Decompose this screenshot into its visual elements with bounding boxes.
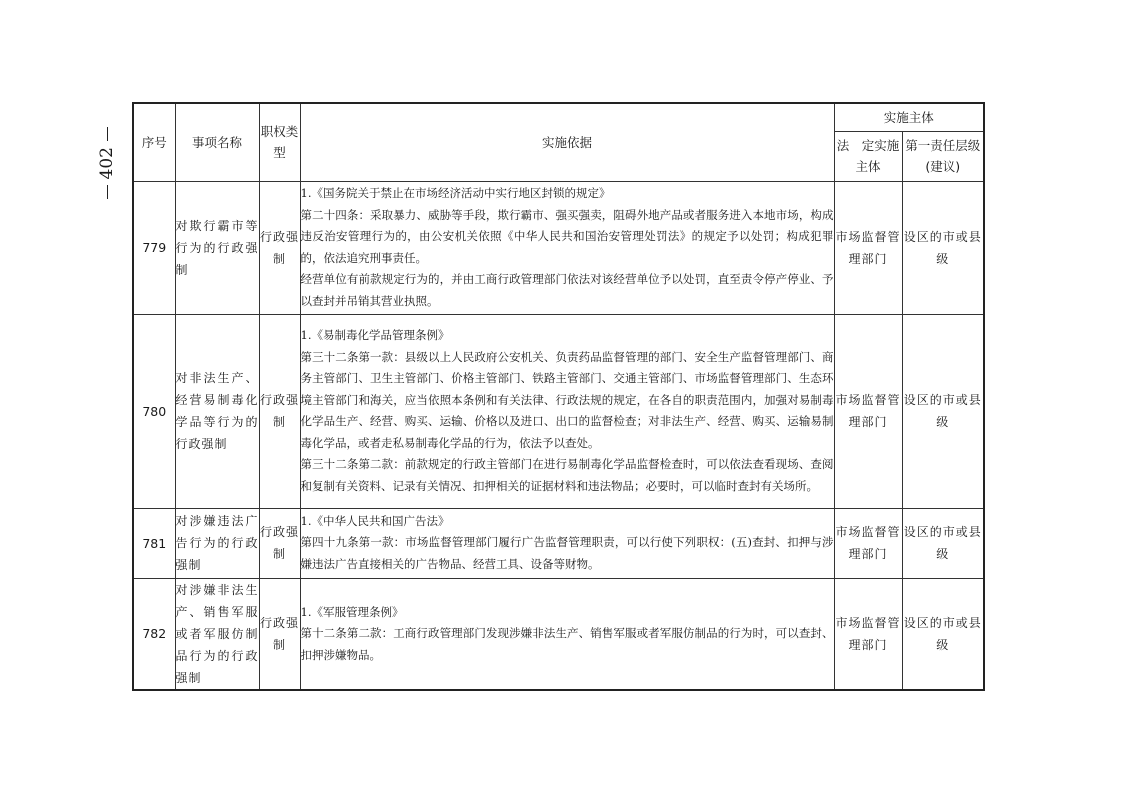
- row-first-level: 设区的市或县级: [902, 578, 984, 690]
- row-seq: 781: [133, 508, 175, 578]
- basis-line: 第三十二条第二款：前款规定的行政主管部门在进行易制毒化学品监督检查时，可以依法查看现场、查阅和复制有关资料、记录有关情况、扣押相关的证据材料和违法物品；必要时，可以临时查封有关场所。: [300, 457, 834, 493]
- row-first-level: 设区的市或县级: [902, 314, 984, 508]
- row-type: 行政强制: [259, 181, 300, 314]
- row-basis: [300, 578, 834, 690]
- row-name: 对非法生产、经营易制毒化学品等行为的行政强制: [175, 314, 259, 508]
- row-name: 对欺行霸市等行为的行政强制: [175, 181, 259, 314]
- header-name: 事项名称: [175, 103, 259, 181]
- table-row: [133, 181, 984, 314]
- row-legal-subject: 市场监督管理部门: [834, 578, 902, 690]
- basis-line: 1.《国务院关于禁止在市场经济活动中实行地区封锁的规定》: [300, 186, 611, 200]
- enforcement-table: [132, 102, 985, 691]
- row-basis: [300, 181, 834, 314]
- row-seq: 782: [133, 578, 175, 690]
- basis-line: 第二十四条：采取暴力、威胁等手段，欺行霸市、强买强卖，阻碍外地产品或者服务进入本地市场，构成违反治安管理行为的，由公安机关依照《中华人民共和国治安管理处罚法》的规定予以处罚；构成犯罪的，依法追究刑事责任。: [300, 207, 834, 265]
- basis-line: 第三十二条第一款：县级以上人民政府公安机关、负责药品监督管理的部门、安全生产监督管理部门、商务主管部门、卫生主管部门、价格主管部门、铁路主管部门、交通主管部门、市场监督管理部门、生态环境主管部门和海关，应当依照本条例和有关法律、行政法规的规定，在各自的职责范围内，加强对易制毒化学品生产、经营、购买、运输、价格以及进口、出口的监督检查；对非法生产、经营、购买、运输易制毒化学品，或者走私易制毒化学品的行为，依法予以查处。: [300, 349, 834, 450]
- row-first-level: 设区的市或县级: [902, 508, 984, 578]
- basis-line: 第十二条第二款：工商行政管理部门发现涉嫌非法生产、销售军服或者军服仿制品的行为时，可以查封、扣押涉嫌物品。: [300, 626, 834, 662]
- header-basis: 实施依据: [300, 103, 834, 181]
- table-row: [133, 578, 984, 690]
- row-legal-subject: 市场监督管理部门: [834, 508, 902, 578]
- page-number-dash-top: [107, 127, 108, 141]
- header-seq: 序号: [133, 103, 175, 181]
- row-first-level: 设区的市或县级: [902, 181, 984, 314]
- page-number-dash-bottom: [107, 185, 108, 199]
- row-legal-subject: 市场监督管理部门: [834, 314, 902, 508]
- row-type: 行政强制: [259, 314, 300, 508]
- row-type: 行政强制: [259, 508, 300, 578]
- row-basis: [300, 508, 834, 578]
- table-row: [133, 508, 984, 578]
- row-name: 对涉嫌非法生产、销售军服或者军服仿制品行为的行政强制: [175, 578, 259, 690]
- page-number: [90, 118, 124, 208]
- table-row: [133, 314, 984, 508]
- row-type: 行政强制: [259, 578, 300, 690]
- row-basis: [300, 314, 834, 508]
- basis-line: 1.《军服管理条例》: [300, 604, 404, 619]
- basis-line: 第四十九条第一款：市场监督管理部门履行广告监督管理职责，可以行使下列职权：(五)查封、扣押与涉嫌违法广告直接相关的广告物品、经营工具、设备等财物。: [300, 535, 834, 571]
- page-number-text: 402: [96, 146, 117, 180]
- row-seq: 779: [133, 181, 175, 314]
- header-type: 职权类型: [259, 103, 300, 181]
- row-legal-subject: 市场监督管理部门: [834, 181, 902, 314]
- header-legal-subject: 法 定实施主体: [834, 131, 902, 181]
- row-seq: 780: [133, 314, 175, 508]
- basis-line: 经营单位有前款规定行为的，并由工商行政管理部门依法对该经营单位予以处罚，直至责令停产停业、予以查封并吊销其营业执照。: [300, 272, 834, 308]
- header-first-level: 第一责任层级(建议): [902, 131, 984, 181]
- header-subject-group: 实施主体: [834, 103, 984, 131]
- row-name: 对涉嫌违法广告行为的行政强制: [175, 508, 259, 578]
- basis-line: 1.《易制毒化学品管理条例》: [300, 328, 450, 342]
- basis-line: 1.《中华人民共和国广告法》: [300, 513, 450, 528]
